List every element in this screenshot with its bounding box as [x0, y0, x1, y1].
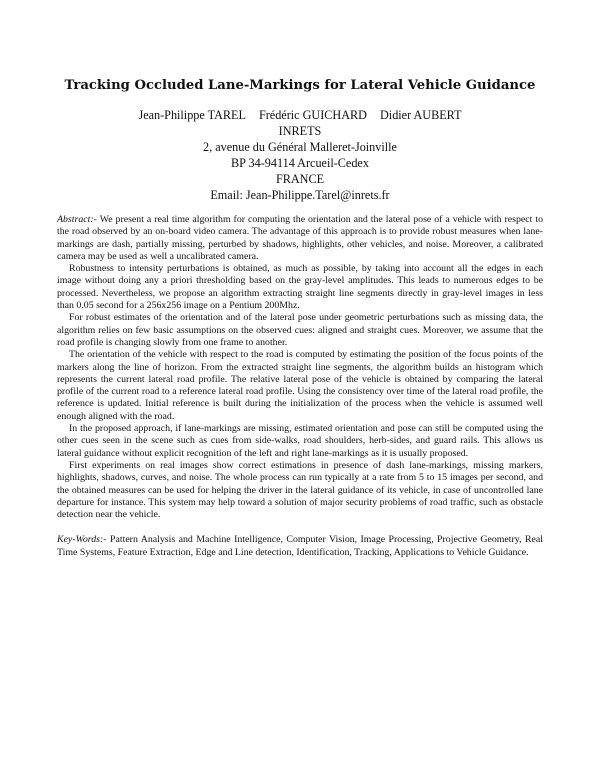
- abstract-paragraph: In the proposed approach, if lane-markings are missing, estimated orientation and pose can still be computed using the other cues seen in the scene such as cues from side-walks, road shoulders, herb-sides, and guard rails. This allows us lateral guidance without explicit recognition of the left and right lane-markings as it is usually proposed.: [57, 423, 543, 459]
- author-name: Frédéric GUICHARD: [258, 108, 367, 122]
- address-line: BP 34-94114 Arcueil-Cedex: [231, 156, 369, 170]
- abstract-paragraph: Robustness to intensity perturbations is obtained, as much as possible, by taking into account all the edges in each image without doing any a priori thresholding based on the gray-level amplitudes. This leads to numerous edges to be processed. Nevertheless, we propose an algorithm extracting straight line segments directly in gray-level images in less than 0.05 second for a 256x256 image on a Pentium 200Mhz.: [57, 263, 543, 312]
- abstract-text: We present a real time algorithm for computing the orientation and the lateral pose of a vehicle with respect to the road observed by an on-board video camera. The advantage of this approach is to provide robust measures when lane-markings are dash, partially missing, perturbed by shadows, highlights, other vehicles, and noise. Moreover, a calibrated camera may be used as well a uncalibrated camera.: [57, 214, 543, 262]
- keywords-label: Key-Words:-: [57, 534, 107, 546]
- country: FRANCE: [275, 172, 325, 186]
- keywords-text: Pattern Analysis and Machine Intelligence, Computer Vision, Image Processing, Projective Geometry, Real Time Systems, Feature Extraction, Edge and Line detection, Identification, Tracking, Applications to Vehicle Guidance.: [57, 534, 544, 558]
- keywords-paragraph: [57, 534, 543, 559]
- abstract-paragraph: [57, 214, 543, 263]
- institution: INRETS: [278, 124, 322, 138]
- abstract-label: Abstract:-: [57, 214, 97, 225]
- author-block: [60, 107, 540, 203]
- author-names: [60, 107, 540, 123]
- abstract-paragraph: For robust estimates of the orientation and of the lateral pose under geometric perturbations such as missing data, the algorithm relies on few basic assumptions on the observed cues: aligned and straight cues. Moreover, we assume that the road profile is changing slowly from one frame to another.: [57, 312, 543, 348]
- email-address: Jean-Philippe.Tarel@inrets.fr: [245, 188, 390, 202]
- paper-title: Tracking Occluded Lane-Markings for Lateral Vehicle Guidance: [64, 78, 536, 93]
- email-label: Email:: [210, 188, 243, 202]
- address-line: 2, avenue du Général Malleret-Joinville: [203, 140, 397, 154]
- abstract-section: [57, 214, 543, 559]
- author-name: Didier AUBERT: [380, 108, 462, 122]
- abstract-paragraph: The orientation of the vehicle with respect to the road is computed by estimating the position of the focus points of the markers along the line of horizon. From the extracted straight line segments, the algorithm builds an histogram which represents the current lateral road profile. The relative lateral pose of the vehicle is obtained by comparing the lateral profile of the current road to a reference lateral road profile. Using the consistency over time of the lateral road profile, the reference is updated. Initial reference is built during the initialization of the process when the vehicle is assumed well enough aligned with the road.: [57, 349, 543, 422]
- email-line: [60, 187, 540, 203]
- author-name: Jean-Philippe TAREL: [138, 108, 246, 122]
- abstract-paragraph: First experiments on real images show correct estimations in presence of dash lane-markings, missing markers, highlights, shadows, curves, and noise. The whole process can run typically at a rate from 5 to 15 images per second, and the obtained measures can be used for helping the driver in the lateral guidance of its vehicle, in case of uncontrolled lane departure for instance. This system may help toward a solution of major security problems of road traffic, such as obstacle detection near the vehicle.: [57, 459, 543, 521]
